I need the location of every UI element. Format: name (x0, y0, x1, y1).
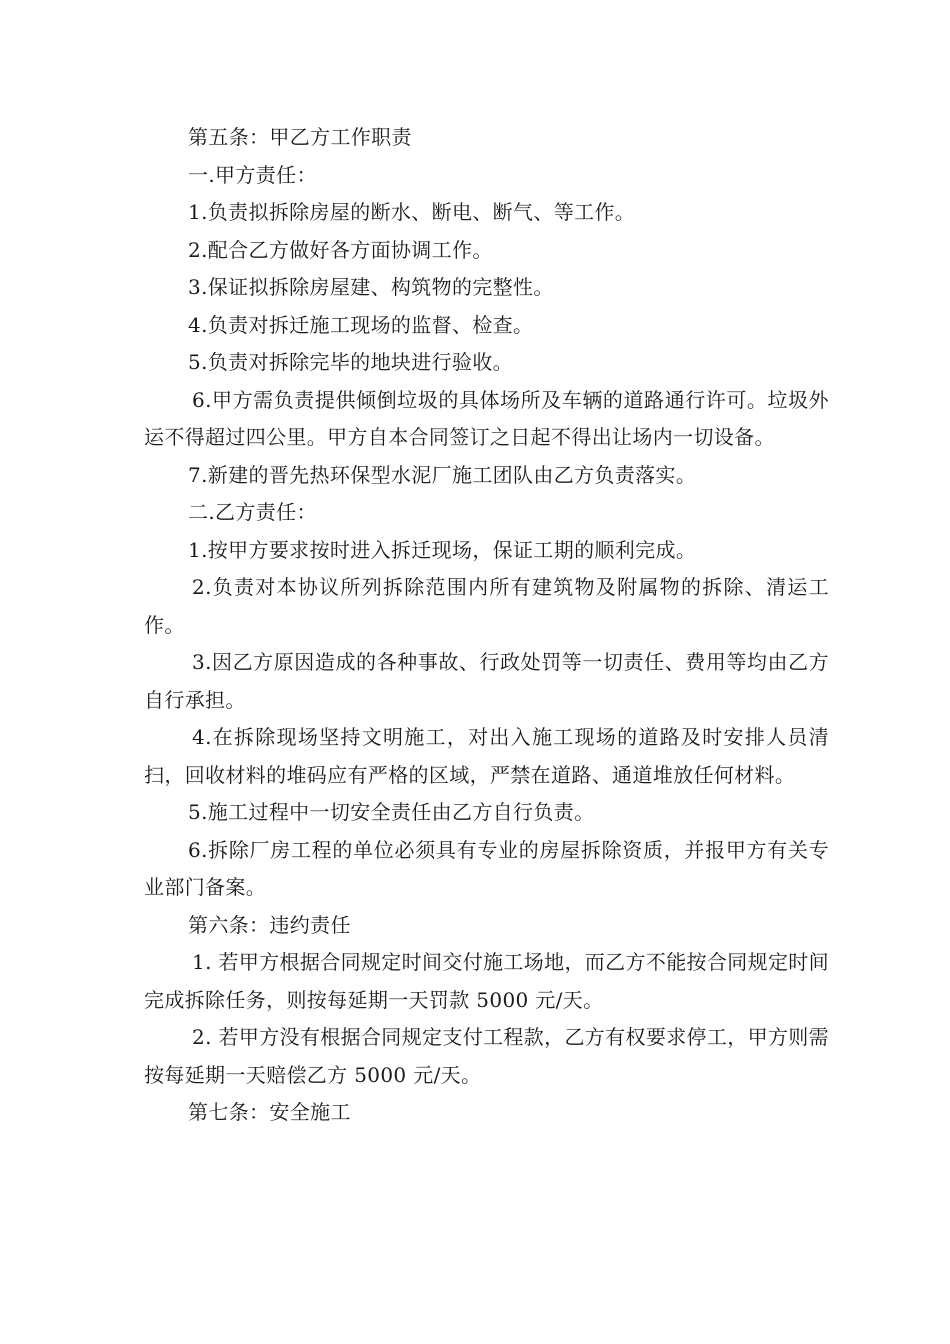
party-a-item-3: 3.保证拟拆除房屋建、构筑物的完整性。 (188, 275, 554, 299)
section-heading-7: 第七条：安全施工 (188, 1100, 351, 1124)
document-body (144, 119, 829, 1132)
breach-item-1: 1. 若甲方根据合同规定时间交付施工场地，而乙方不能按合同规定时间完成拆除任务，则按每延期一天罚款 5000 元/天。 (144, 950, 829, 1012)
party-b-heading: 二.乙方责任： (188, 500, 317, 524)
party-a-item-2: 2.配合乙方做好各方面协调工作。 (188, 237, 493, 262)
party-a-item-4: 4.负责对拆迁施工现场的监督、检查。 (188, 312, 534, 337)
party-a-item-1: 1.负责拟拆除房屋的断水、断电、断气、等工作。 (188, 200, 636, 224)
party-b-item-5: 5.施工过程中一切安全责任由乙方自行负责。 (188, 800, 595, 824)
party-b-item-4: 4.在拆除现场坚持文明施工，对出入施工现场的道路及时安排人员清扫，回收材料的堆码应有严格的区域，严禁在道路、通道堆放任何材料。 (144, 725, 829, 787)
section-heading-6: 第六条：违约责任 (188, 912, 351, 937)
party-a-item-7: 7.新建的晋先热环保型水泥厂施工团队由乙方负责落实。 (188, 462, 697, 487)
party-b-item-6: 6.拆除厂房工程的单位必须具有专业的房屋拆除资质，并报甲方有关专业部门备案。 (144, 837, 829, 899)
party-b-item-3: 3.因乙方原因造成的各种事故、行政处罚等一切责任、费用等均由乙方自行承担。 (144, 650, 829, 712)
party-b-item-1: 1.按甲方要求按时进入拆迁现场，保证工期的顺利完成。 (188, 537, 697, 562)
party-a-item-6: 6.甲方需负责提供倾倒垃圾的具体场所及车辆的道路通行许可。垃圾外运不得超过四公里。甲方自本合同签订之日起不得出让场内一切设备。 (144, 387, 829, 449)
party-b-item-2: 2.负责对本协议所列拆除范围内所有建筑物及附属物的拆除、清运工作。 (144, 575, 829, 637)
breach-item-2: 2. 若甲方没有根据合同规定支付工程款，乙方有权要求停工，甲方则需按每延期一天赔偿乙方 5000 元/天。 (144, 1025, 829, 1087)
party-a-item-5: 5.负责对拆除完毕的地块进行验收。 (188, 350, 514, 374)
party-a-heading: 一.甲方责任： (188, 162, 317, 187)
section-heading-5: 第五条：甲乙方工作职责 (188, 125, 412, 149)
